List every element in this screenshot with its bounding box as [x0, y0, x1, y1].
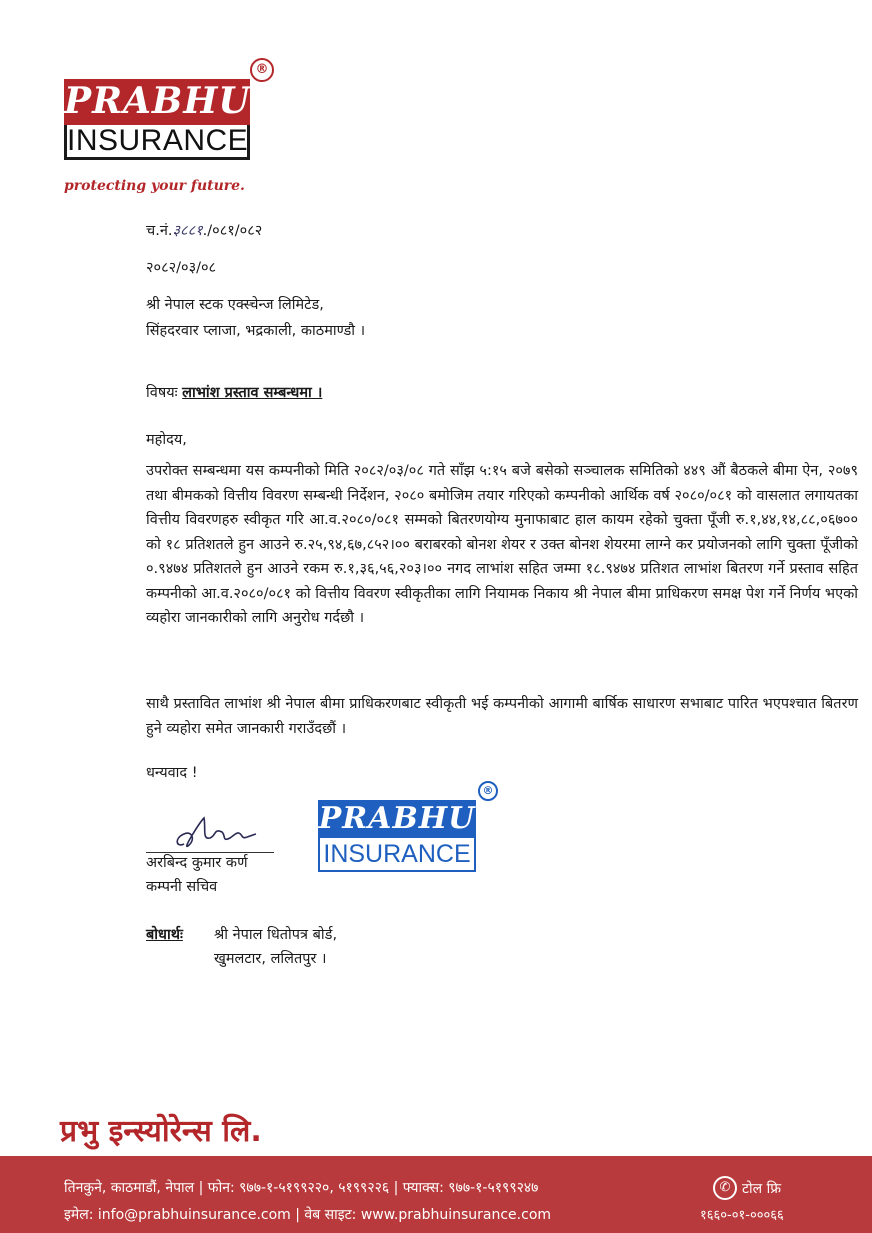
logo-top-text: PRABHU: [64, 79, 250, 125]
tagline: protecting your future.: [64, 178, 245, 194]
subject-text: लाभांश प्रस्ताव सम्बन्धमा ।: [182, 385, 323, 401]
ref-handwritten-number: ३८८१: [172, 223, 203, 239]
logo-bottom-text: INSURANCE: [64, 125, 250, 160]
cc-recipient-line2: खुमलटार, ललितपुर ।: [214, 951, 327, 967]
tollfree-number: १६६०-०१-०००६६: [700, 1208, 784, 1223]
ref-prefix: च.नं.: [146, 223, 173, 239]
body-paragraph-1: उपरोक्त सम्बन्धमा यस कम्पनीको मिति २०८२/०३/०८ गते साँझ ५:१५ बजे बसेको सञ्चालक समितिको ४४९ औं बैठकले बीमा ऐन, २०७९ तथा बीमकको वित्तीय विवरण सम्बन्धी निर्देशन, २०८० बमोजिम तयार गरिएको कम्पनीको आर्थिक वर्ष २०८०/०८१ को वासलात लगायतका वित्तीय विवरणहरु स्वीकृत गरि आ.व.२०८०/०८१ सम्मको बितरणयोग्य मुनाफाबाट हाल कायम रहेको चुक्ता पूँजी रु.१,४४,१४,८८,०६७०० को १८ प्रतिशतले हुन आउने रु.२५,९४,६७,८५२।०० बराबरको बोनश शेयर र उक्त बोनश शेयरमा लाग्ने कर प्रयोजनको लागि चुक्ता पूँजीको ०.९४७४ प्रतिशतले हुन आउने रकम रु.१,३६,५६,२०३।०० नगद लाभांश सहित जम्मा १८.९४७४ प्रतिशत लाभांश बितरण गर्ने प्रस्ताव सहित कम्पनीको आ.व.२०८०/०८१ को वित्तीय विवरण स्वीकृतीका लागि नियामक निकाय श्री नेपाल बीमा प्राधिकरण समक्ष पेश गर्ने निर्णय भएको व्यहोरा जानकारीको लागि अनुरोध गर्दछौ ।: [146, 463, 858, 626]
signatory-title: कम्पनी सचिव: [146, 879, 218, 895]
letter-date: २०८२/०३/०८: [146, 260, 217, 276]
recipient-address-line2: सिंहदरवार प्लाजा, भद्रकाली, काठमाण्डौ ।: [146, 323, 366, 339]
signature-icon: [170, 814, 266, 856]
reference-number: [146, 221, 262, 241]
salutation: महोदय,: [146, 432, 187, 448]
footer-company-name: प्रभु इन्स्योरेन्स लि.: [60, 1114, 262, 1149]
signatory-name: अरबिन्द कुमार कर्ण: [146, 855, 248, 871]
company-stamp: [318, 800, 476, 872]
phone-icon: ✆: [713, 1176, 737, 1200]
subject-label: विषयः: [146, 385, 178, 401]
stamp-bottom-text: INSURANCE: [318, 838, 476, 872]
subject-line: [146, 383, 322, 403]
body-paragraph-2: साथै प्रस्तावित लाभांश श्री नेपाल बीमा प्राधिकरणबाट स्वीकृती भई कम्पनीको आगामी बार्षिक साधारण सभाबाट पारित भएपश्चात बितरण हुने व्यहोरा समेत जानकारी गराउँदछौं ।: [146, 696, 858, 737]
tollfree-label: टोल फ्रि: [742, 1181, 782, 1197]
stamp-top-text: PRABHU: [318, 801, 476, 836]
recipient-address-line1: श्री नेपाल स्टक एक्स्चेन्ज लिमिटेड,: [146, 297, 324, 313]
registered-mark: ®: [250, 58, 274, 82]
ref-suffix: ./०८१/०८२: [202, 223, 263, 239]
closing-thanks: धन्यवाद !: [146, 765, 198, 781]
cc-recipient-line1: श्री नेपाल धितोपत्र बोर्ड,: [214, 927, 338, 943]
company-logo: [64, 79, 250, 161]
footer-contact-line2: इमेल: info@prabhuinsurance.com | वेब साइट: www.prabhuinsurance.com: [64, 1207, 552, 1223]
stamp-registered-mark: ®: [478, 781, 498, 801]
cc-label: बोधार्थः: [146, 927, 183, 943]
footer-contact-line1: तिनकुने, काठमाडौं, नेपाल | फोन: ९७७-१-५१९९२२०, ५१९९२२६ | फ्याक्स: ९७७-१-५१९९२४७: [64, 1180, 539, 1196]
